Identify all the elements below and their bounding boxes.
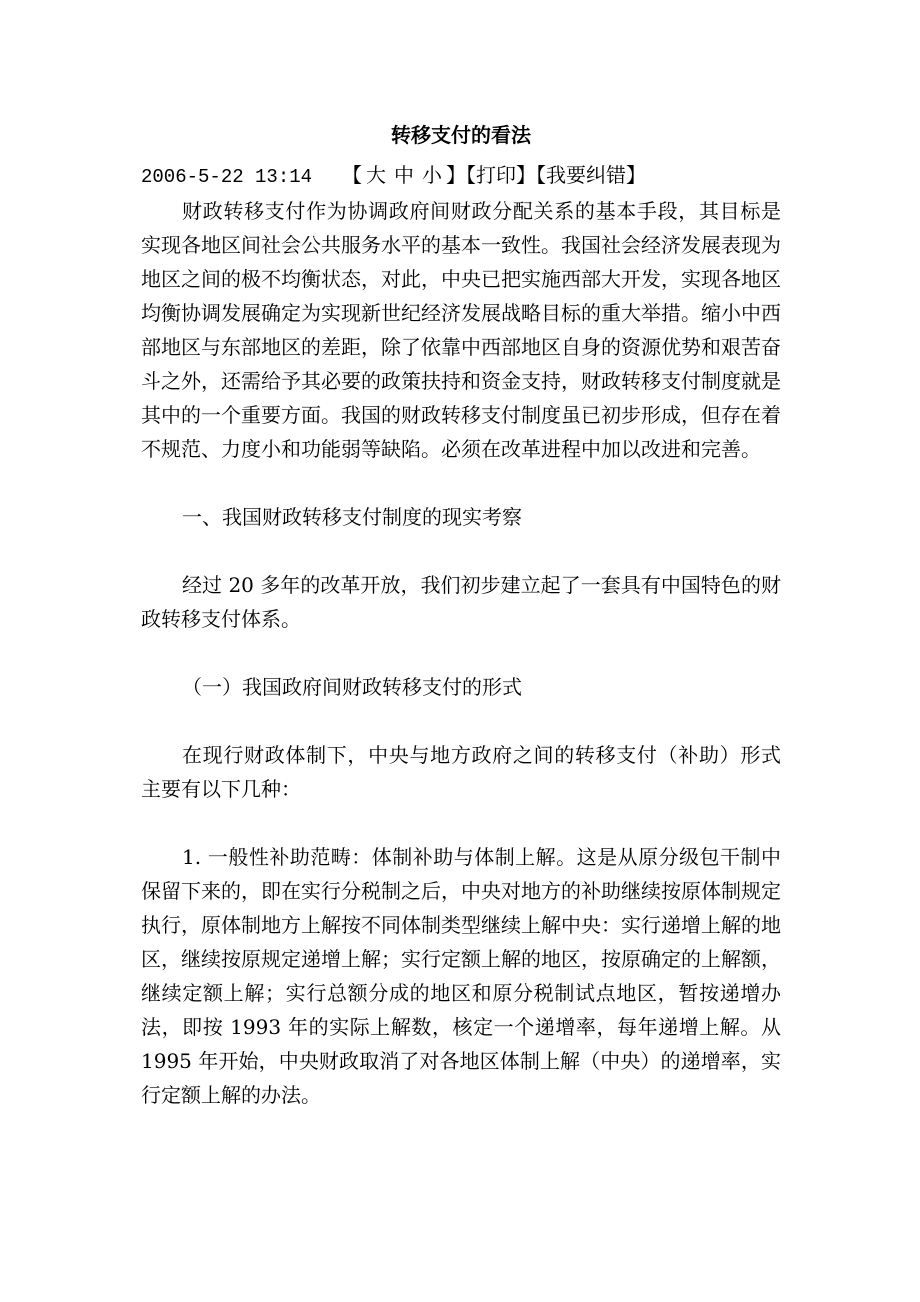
paragraph-gap [141, 704, 781, 738]
section-1-paragraph: 经过 20 多年的改革开放，我们初步建立起了一套具有中国特色的财政转移支付体系。 [141, 573, 781, 631]
paragraph-gap [141, 806, 781, 840]
paragraph-gap [141, 466, 781, 500]
font-size-large-link[interactable]: 大 [366, 163, 387, 187]
font-size-bracket-close: 】 [446, 163, 467, 187]
font-size-bracket-open: 【 [342, 163, 363, 187]
document-page [141, 118, 781, 1112]
paragraph-gap [141, 534, 781, 568]
intro-paragraph: 财政转移支付作为协调政府间财政分配关系的基本手段，其目标是实现各地区间社会公共服务水平的基本一致性。我国社会经济发展表现为地区之间的极不均衡状态，对此，中央已把实施西部大开发，实现各地区均衡协调发展确定为实现新世纪经济发展战略目标的重大举措。缩小中西部地区与东部地区的差距，除了依靠中西部地区自身的资源优势和艰苦奋斗之外，还需给予其必要的政策扶持和资金支持，财政转移支付制度就是其中的一个重要方面。我国的财政转移支付制度虽已初步形成，但存在着不规范、力度小和功能弱等缺陷。必须在改革进程中加以改进和完善。 [141, 199, 781, 461]
subsection-1-paragraph: 在现行财政体制下，中央与地方政府之间的转移支付（补助）形式主要有以下几种： [141, 743, 781, 801]
section-heading-1: 一、我国财政转移支付制度的现实考察 [182, 505, 522, 529]
paragraph-gap [141, 636, 781, 670]
article-meta-bar [141, 158, 781, 194]
font-size-small-link[interactable]: 小 [422, 163, 443, 187]
print-link[interactable]: 【打印】 [466, 163, 537, 187]
article-title: 转移支付的看法 [391, 123, 531, 147]
item-1-paragraph: 1. 一般性补助范畴：体制补助与体制上解。这是从原分级包干制中保留下来的，即在实行分税制之后，中央对地方的补助继续按原体制规定执行，原体制地方上解按不同体制类型继续上解中央：实行递增上解的地区，继续按原规定递增上解；实行定额上解的地区，按原确定的上解额，继续定额上解；实行总额分成的地区和原分税制试点地区，暂按递增办法，即按 1993 年的实际上解数，核定一个递增率，每年递增上解。从 1995 年开始，中央财政取消了对各地区体制上解（中央）的递增率，实行定额上解的办法。 [141, 845, 781, 1107]
report-error-link[interactable]: 【我要纠错】 [536, 163, 647, 187]
subsection-heading-1: （一）我国政府间财政转移支付的形式 [182, 675, 522, 699]
publish-datetime: 2006-5-22 13:14 [141, 166, 313, 188]
font-size-medium-link[interactable]: 中 [394, 163, 415, 187]
